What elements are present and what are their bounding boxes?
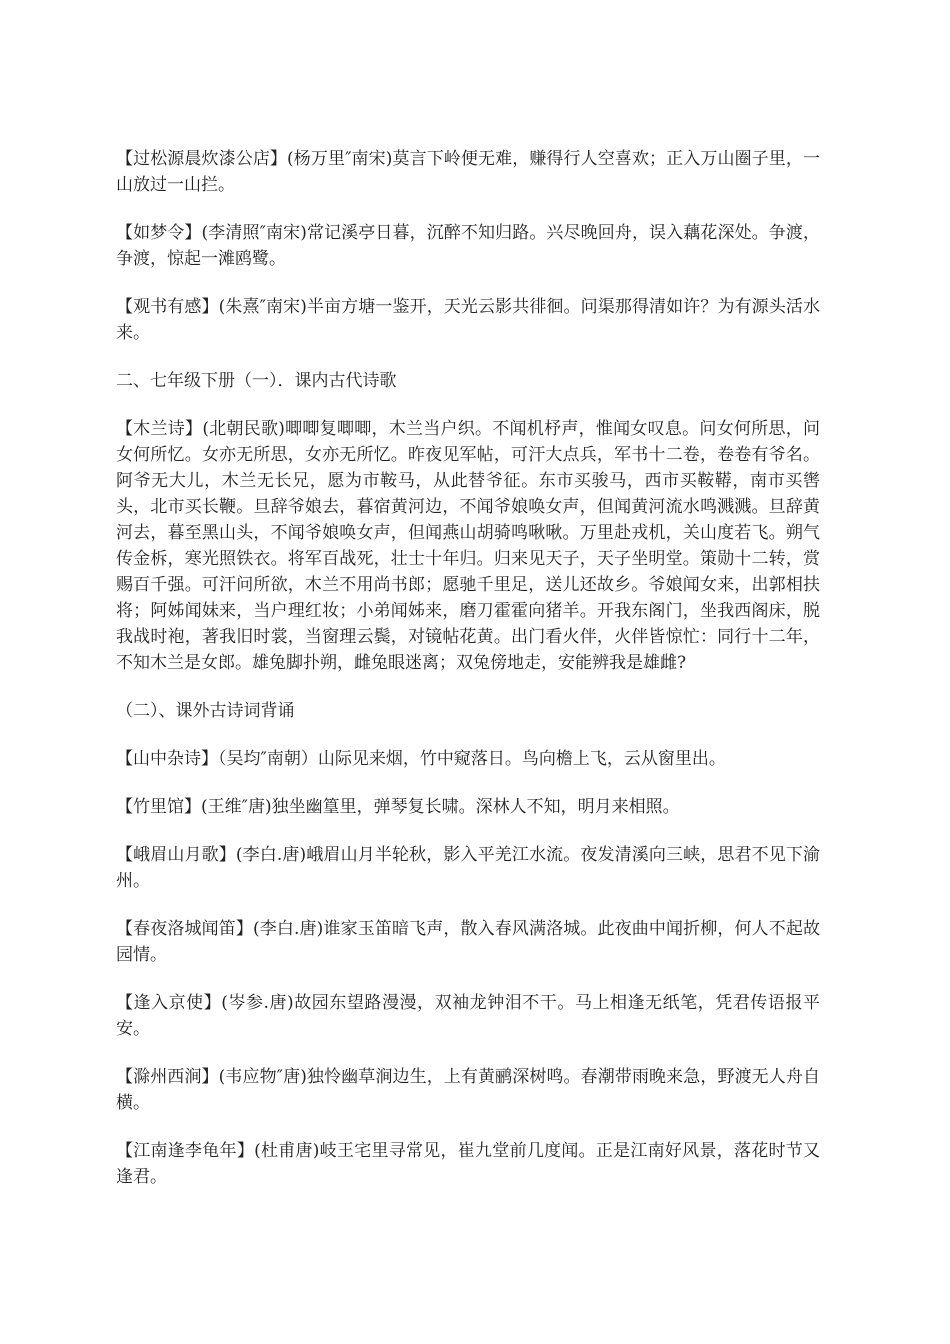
poem-author: (李清照″南宋): [201, 223, 307, 243]
poem-text: 常记溪亭日暮，沉醉不知归路。兴尽晚回舟，误入藕花深处。争渡，争渡，惊起一滩鸥鹭。: [116, 223, 820, 269]
poem-text: 半亩方塘一鉴开，天光云影共徘徊。问渠那得清如许？为有源头活水来。: [116, 297, 820, 343]
poem-text: 岐王宅里寻常见，崔九堂前几度闻。正是江南好风景，落花时节又逢君。: [116, 1141, 821, 1187]
section-heading-extracurricular: （二）、课外古诗词背诵: [116, 701, 295, 721]
poem-title: 【观书有感】: [116, 297, 219, 317]
poem-title: 【滁州西涧】: [116, 1067, 219, 1087]
poem-ru-meng-ling: [116, 220, 820, 272]
poem-author: (韦应物″唐): [218, 1067, 307, 1087]
poem-feng-ru-jing-shi: [116, 990, 820, 1042]
poem-title: 【如梦令】: [116, 223, 202, 243]
poem-author: (王维″唐): [201, 797, 272, 817]
poem-author: (杜甫唐): [254, 1141, 320, 1161]
poem-author: (朱熹″南宋): [218, 297, 307, 317]
poem-title: 【逢入京使】: [116, 993, 222, 1013]
poem-author: (李白.唐): [253, 919, 324, 939]
poem-text: 唧唧复唧唧，木兰当户织。不闻机杼声，惟闻女叹息。问女何所思，问女何所忆。女亦无所思，女亦无所忆。昨夜见军帖，可汗大点兵，军书十二卷，卷卷有爷名。阿爷无大儿，木兰无长兄，愿为市鞍马，从此替爷征。东市买骏马，西市买鞍鞯，南市买辔头，北市买长鞭。旦辞爷娘去，暮宿黄河边，不闻爷娘唤女声，但闻黄河流水鸣溅溅。旦辞黄河去，暮至黑山头，不闻爷娘唤女声，但闻燕山胡骑鸣啾啾。万里赴戎机，关山度若飞。朔气传金柝，寒光照铁衣。将军百战死，壮士十年归。归来见天子，天子坐明堂。策勋十二转，赏赐百千强。可汗问所欲，木兰不用尚书郎；愿驰千里足，送儿还故乡。爷娘闻女来，出郭相扶将；阿姊闻妹来，当户理红妆；小弟闻姊来，磨刀霍霍向猪羊。开我东阁门，坐我西阁床，脱我战时袍，著我旧时裳，当窗理云鬓，对镜帖花黄。出门看火伴，火伴皆惊忙：同行十二年，不知木兰是女郎。雄兔脚扑朔，雌兔眼迷离；双兔傍地走，安能辨我是雄雌?: [116, 419, 821, 673]
poem-jiang-nan-feng-li-gui-nian: [116, 1138, 820, 1190]
poem-text: 莫言下岭便无难，赚得行人空喜欢；正入万山圈子里，一山放过一山拦。: [116, 149, 820, 195]
poem-text: 独坐幽篁里，弹琴复长啸。深林人不知，明月来相照。: [271, 797, 680, 817]
poem-text: 谁家玉笛暗飞声，散入春风满洛城。此夜曲中闻折柳，何人不起故园情。: [116, 919, 821, 965]
poem-zhu-li-guan: [116, 794, 820, 820]
document-page: [116, 146, 820, 1212]
poem-author: (北朝民歌): [202, 419, 285, 439]
poem-text: 独怜幽草涧边生，上有黄鹂深树鸣。春潮带雨晚来急，野渡无人舟自横。: [116, 1067, 820, 1113]
poem-guan-shu-you-gan: [116, 294, 820, 346]
section-heading-grade7-lower: 二、七年级下册（一）．课内古代诗歌: [116, 371, 397, 391]
poem-author: (李白.唐): [235, 845, 307, 865]
poem-guo-song-yuan: [116, 146, 820, 198]
poem-title: 【山中杂诗】: [116, 749, 218, 769]
poem-text: 峨眉山月半轮秋，影入平羌江水流。夜发清溪向三峡，思君不见下渝州。: [116, 845, 821, 891]
poem-author: (岑参.唐): [221, 993, 294, 1013]
poem-author: (杨万里″南宋): [287, 149, 393, 169]
poem-title: 【过松源晨炊漆公店】: [116, 149, 288, 169]
poem-author: （吴均″南朝）: [218, 749, 318, 769]
poem-chun-ye-luo-cheng-wen-di: [116, 916, 820, 968]
poem-title: 【木兰诗】: [116, 419, 203, 439]
poem-shan-zhong-za-shi: [116, 746, 820, 772]
poem-text: 故园东望路漫漫，双袖龙钟泪不干。马上相逢无纸笔，凭君传语报平安。: [116, 993, 821, 1039]
poem-title: 【峨眉山月歌】: [116, 845, 236, 865]
poem-mulan: [116, 416, 820, 676]
poem-title: 【春夜洛城闻笛】: [116, 919, 254, 939]
poem-chu-zhou-xi-jian: [116, 1064, 820, 1116]
poem-text: 山际见来烟，竹中窥落日。鸟向檐上飞，云从窗里出。: [317, 749, 726, 769]
poem-title: 【江南逢李龟年】: [116, 1141, 255, 1161]
poem-e-mei-shan-yue-ge: [116, 842, 820, 894]
poem-title: 【竹里馆】: [116, 797, 201, 817]
